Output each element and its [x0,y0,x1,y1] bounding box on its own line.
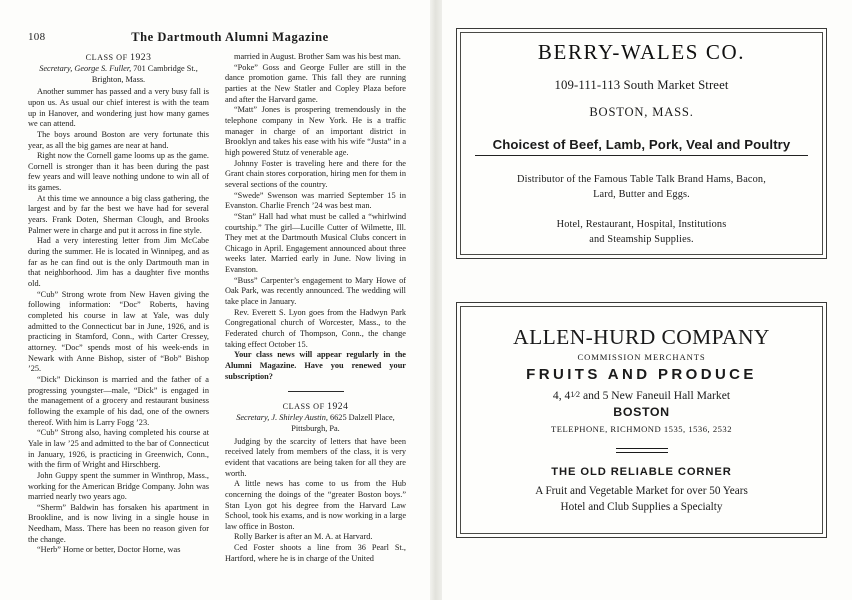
ad-telephone: TELEPHONE, RICHMOND 1535, 1536, 2532 [550,423,733,434]
paragraph: “Swede” Swenson was married September 15 in Evanston. Charlie French ’24 was best man. [225,190,406,211]
secretary-address: 701 Cambridge St., Brighton, Mass. [91,64,198,84]
secretary-line-1923 [28,64,209,85]
secretary-line-1924 [225,413,406,434]
class-heading-1923 [28,52,209,63]
column-one [28,52,209,564]
ad-company-name: BERRY-WALES CO. [537,39,746,64]
ad-tagline [535,483,748,515]
paragraph: Right now the Cornell game looms up as the game. Cornell is stronger than it has been during the past few years and will leave nothing undone to win all of its games. [28,151,209,193]
page-number: 108 [28,31,46,43]
class-heading-label: CLASS OF [282,402,325,412]
running-head-title: The Dartmouth Alumni Magazine [131,30,329,44]
paragraph: A little news has come to us from the Hub concerning the doings of the “greater Boston boys.” Stan Lyon got his degree from the Harvard Law School, took his exams, and is now working in a large law office in Boston. [225,479,406,531]
class-heading-label: CLASS OF [85,53,128,62]
paragraph: “Cub” Strong also, having completed his course at Yale in law ’25 and admitted to the bar of Connecticut in January, 1926, is practicing in Greenwich, Conn., with the firm of Wright and Hirschberg. [28,428,209,470]
ad-supplies-line1: Hotel, Restaurant, Hospital, Institutions [556,218,727,230]
ad-distributor-line2: Lard, Butter and Eggs. [593,189,690,201]
ad-subtitle: COMMISSION MERCHANTS [577,351,706,362]
paragraph: Johnny Foster is traveling here and there for the Grant chain stores corporation, hiring men for them in several sections of the country. [225,158,406,189]
paragraph: “Poke” Goss and George Fuller are still in the dance promotion game. This fall they are running parties at the New Statler and Copley Plaza before and after the Harvard game. [225,62,406,104]
ad-address-prefix: 4, 4 [552,388,571,402]
secretary-address: 6625 Dalzell Place, Pittsburgh, Pa. [291,413,395,433]
subscription-notice: Your class news will appear regularly in the Alumni Magazine. Have you renewed your subscription? [225,350,406,381]
paragraph: Judging by the scarcity of letters that have been received lately from members of the class, it is very evident that vacations are being taken for all they are worth. [225,436,406,478]
ad-slogan: THE OLD RELIABLE CORNER [551,465,732,478]
ad-inner-border [460,306,823,534]
paragraph: Another summer has passed and a very busy fall is upon us. As usual our chief interest is with the team up in Hanover, and wondering just how many games we can attend. [28,87,209,129]
ad-city: BOSTON, MASS. [589,104,694,119]
paragraph: Rev. Everett S. Lyon goes from the Hadwyn Park Congregational church of Worcester, Mass., to the Federated church of Thompson, Conn., the change taking effect October 15. [225,307,406,349]
paragraph: “Stan” Hall had what must be called a “whirlwind courtship.” The girl—Lucille Cutter of Wilmette, Ill. They met at the Dartmouth Musical Clubs concert in Chicago in April. Engagement announced about three weeks later. Married early in June. Now living in Evanston. [225,211,406,275]
text-columns [28,52,406,564]
secretary-name: Secretary, J. Shirley Austin, [236,413,328,423]
ad-decorative-rule [616,448,668,453]
paragraph: John Guppy spent the summer in Winthrop, Mass., working for the American Bridge Company. John was married nearly two years ago. [28,470,209,502]
ad-tagline-line1: A Fruit and Vegetable Market for over 50 Years [535,484,748,497]
page-header [28,30,408,48]
paragraph: The boys around Boston are very fortunate this year, as all the big games are near at hand. [28,129,209,150]
paragraph: Rolly Barker is after an M. A. at Harvard. [234,532,373,542]
paragraph: “Herb” Horne or better, Doctor Horne, was [37,545,181,555]
paragraph: “Matt” Jones is prospering tremendously in the telephone company in New York. He is a traffic manager in charge of an important district in Brooklyn and takes his ease with his wife “Justa” in a high powered Stutz of venerable age. [225,105,406,157]
class-heading-year: 1923 [130,52,152,63]
page-gutter [430,0,442,600]
ad-tagline-line2: Hotel and Club Supplies a Specialty [560,501,723,513]
secretary-name: Secretary, George S. Fuller, [39,64,132,73]
column-two [225,52,406,564]
ad-headline-banner: Choicest of Beef, Lamb, Pork, Veal and Poultry [475,137,808,156]
ad-products: FRUITS AND PRODUCE [526,365,757,383]
right-page [442,0,852,600]
ad-street-address [553,389,730,402]
paragraph: “Dick” Dickinson is married and the father of a progressing youngster—male, “Dick” is engaged in the management of a grocery and restaurant business following the example of his dad, one of the owners thereof. With him is Larry Fogg ’23. [28,374,209,427]
class-heading-1924 [225,401,406,412]
paragraph: “Buss” Carpenter’s engagement to Mary Howe of Oak Park, was recently announced. The wedding will take place in January. [225,275,406,307]
paragraph: Had a very interesting letter from Jim McCabe during the summer. He is located in Winnipeg, and as far as he can find out is the only Dartmouth man in that neighborhood. Jim has a daughter five months old. [28,236,209,289]
advertisement-allen-hurd [456,302,827,538]
section-divider-rule [288,391,344,392]
ad-inner-border [460,32,823,255]
ad-company-name: ALLEN-HURD COMPANY [513,324,770,349]
ad-distributor-line1: Distributor of the Famous Table Talk Brand Hams, Bacon, [517,173,766,185]
class-heading-year: 1924 [327,401,349,413]
ad-supplies-text [557,217,727,248]
ad-street-address: 109-111-113 South Market Street [554,77,729,92]
paragraph: married in August. Brother Sam was his best man. [234,52,401,61]
ad-address-suffix: and 5 New Faneuil Hall Market [580,388,731,402]
paragraph: Ced Foster shoots a line from 36 Pearl St., Hartford, where he is in charge of the United [225,543,406,563]
ad-address-fraction: 1⁄2 [570,389,581,399]
ad-supplies-line2: and Steamship Supplies. [589,233,694,245]
ad-distributor-text [517,172,766,203]
advertisement-berry-wales [456,28,827,259]
paragraph: “Sherm” Baldwin has forsaken his apartment in Brookline, and is now living in a single house in Needham, Mass. There has been no reason given for the change. [28,502,209,544]
paragraph: At this time we announce a big class gathering, the largest and by far the best we have had for several years. Frank Doten, Sherman Clough, and Brooks Palmer were in charge and put it across in fine style. [28,193,209,235]
paragraph: “Cub” Strong wrote from New Haven giving the following information: “Doc” Roberts, having completed his course in law at Yale, was duly admitted to the Connecticut bar in June, 1926, and is practicing in Stamford, Conn., with Carter Cressey, attorney. “Doc” spends most of his week-ends in Newark with Anne Bishop, sister of “Bob” Bishop ’25. [28,289,209,374]
ad-city: BOSTON [613,404,670,419]
